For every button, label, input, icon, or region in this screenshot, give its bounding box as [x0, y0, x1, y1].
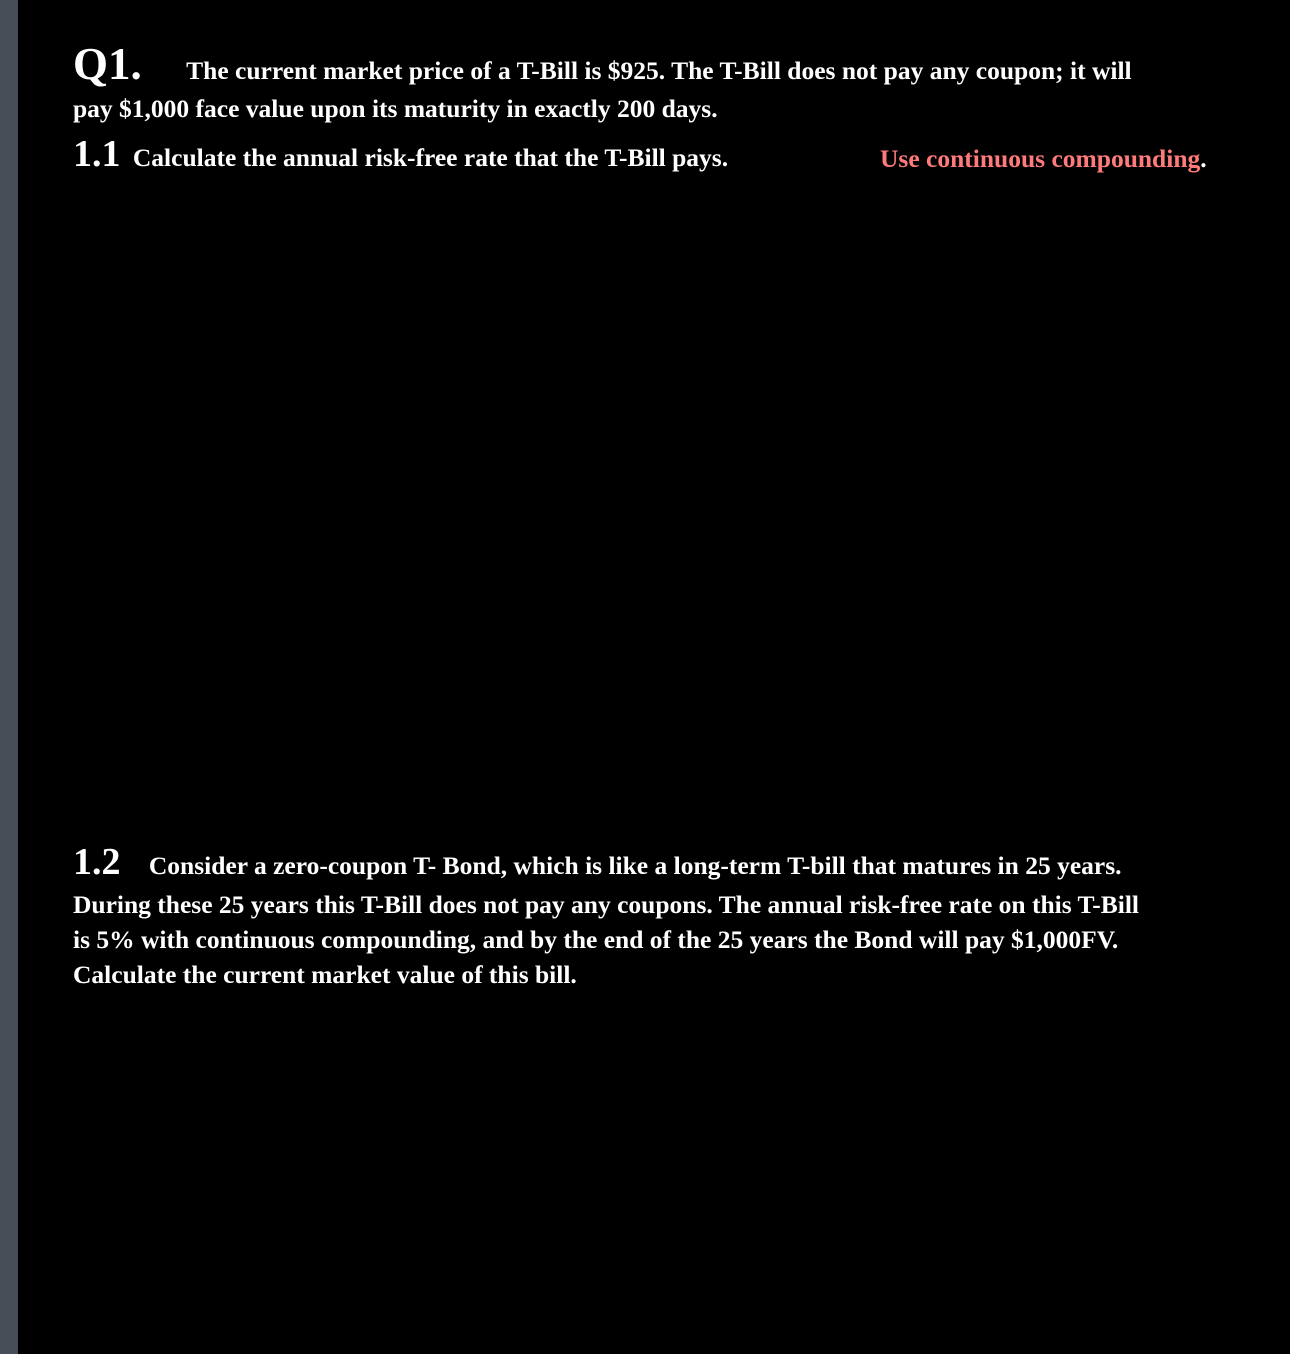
q1-intro-line-1 — [73, 38, 1132, 90]
q1-2-line-1 — [73, 840, 1122, 884]
q1-2-number: 1.2 — [73, 841, 121, 883]
q1-1-hint-text: Use continuous compounding — [880, 144, 1201, 173]
q1-1-hint — [880, 144, 1207, 174]
q1-2-line-3: is 5% with continuous compounding, and by the end of the 25 years the Bond will pay $1,000FV. — [73, 925, 1119, 954]
q1-1-hint-period: . — [1200, 144, 1207, 173]
q1-intro-line-2: pay $1,000 face value upon its maturity in exactly 200 days. — [73, 94, 718, 123]
q1-1-question — [73, 132, 728, 176]
left-sidebar-strip — [0, 0, 18, 1354]
q1-2-text-1: Consider a zero-coupon T- Bond, which is like a long-term T-bill that matures in 25 years. — [148, 851, 1122, 880]
q1-2-line-2: During these 25 years this T-Bill does not pay any coupons. The annual risk-free rate on this T-Bill — [73, 890, 1139, 919]
q1-label: Q1. — [73, 39, 142, 89]
q1-2-line-4: Calculate the current market value of this bill. — [73, 960, 577, 989]
q1-1-number: 1.1 — [73, 133, 121, 175]
q1-1-text: Calculate the annual risk-free rate that the T-Bill pays. — [132, 143, 729, 172]
q1-intro-text: The current market price of a T-Bill is $925. The T-Bill does not pay any coupon; it will — [186, 56, 1132, 85]
